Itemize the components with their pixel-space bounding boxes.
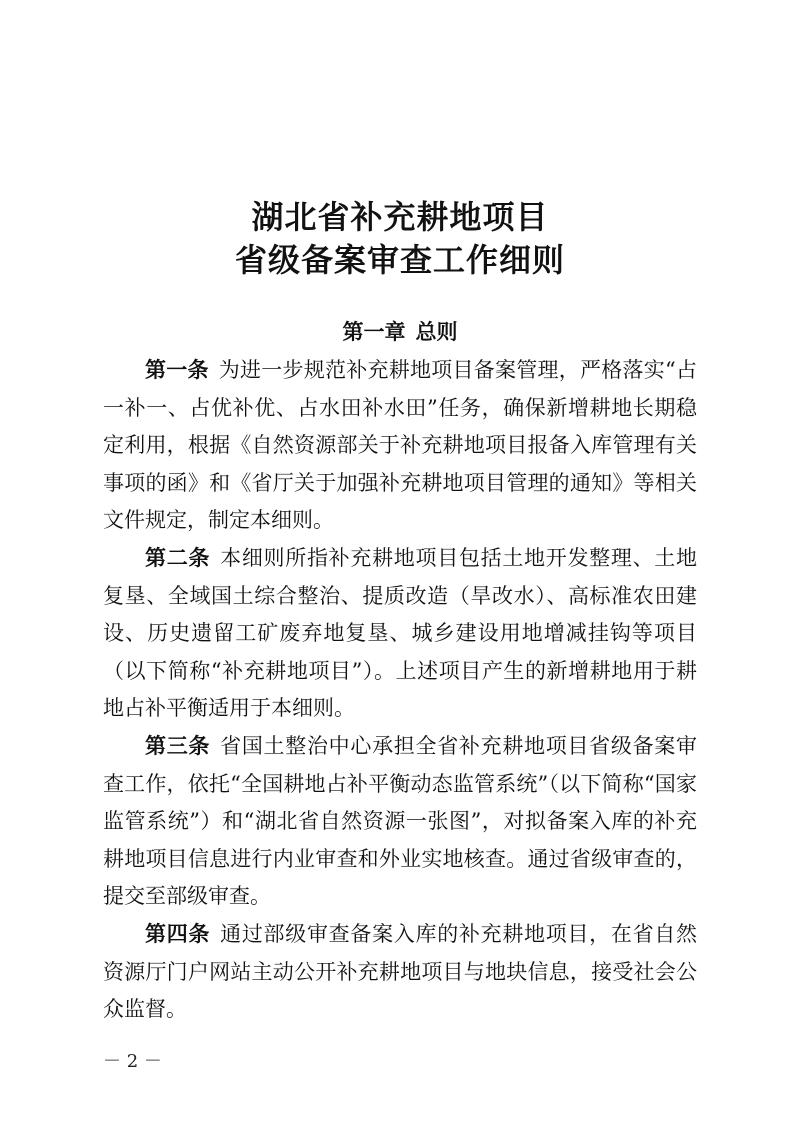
article-paragraph [103,540,697,728]
article-text: 为进一步规范补充耕地项目备案管理，严格落实“占一补一、占优补优、占水田补水田”任务，确保新增耕地长期稳定利用，根据《自然资源部关于补充耕地项目报备入库管理有关事项的函》和《省厅关于加强补充耕地项目管理的通知》等相关文件规定，制定本细则。 [103,358,698,533]
article-text: 本细则所指补充耕地项目包括土地开发整理、土地复垦、全域国土综合整治、提质改造（旱改水）、高标准农田建设、历史遗留工矿废弃地复垦、城乡建设用地增减挂钩等项目（以下简称“补充耕地项目”）。上述项目产生的新增耕地用于耕地占补平衡适用于本细则。 [103,545,697,721]
page-number: － 2 － [103,1051,162,1072]
document-title-line2: 省级备案审查工作细则 [234,241,565,279]
article-paragraph [103,352,697,540]
document-title-line1: 湖北省补充耕地项目 [251,198,549,236]
article-paragraph [103,916,697,1029]
document-body [103,352,697,1029]
article-paragraph [103,728,697,916]
article-label: 第二条 [145,545,211,570]
article-label: 第四条 [145,921,211,946]
chapter-number: 第一章 [342,320,406,344]
article-label: 第三条 [145,733,211,758]
chapter-name: 总则 [415,320,458,344]
article-text: 通过部级审查备案入库的补充耕地项目，在省自然资源厅门户网站主动公开补充耕地项目与地块信息，接受社会公众监督。 [103,921,697,1022]
chapter-heading [0,317,800,347]
article-label: 第一条 [145,358,209,382]
article-text: 省国土整治中心承担全省补充耕地项目省级备案审查工作，依托“全国耕地占补平衡动态监管系统”（以下简称“国家监管系统”）和“湖北省自然资源一张图”，对拟备案入库的补充耕地项目信息进行内业审查和外业实地核查。通过省级审查的，提交至部级审查。 [103,733,697,909]
